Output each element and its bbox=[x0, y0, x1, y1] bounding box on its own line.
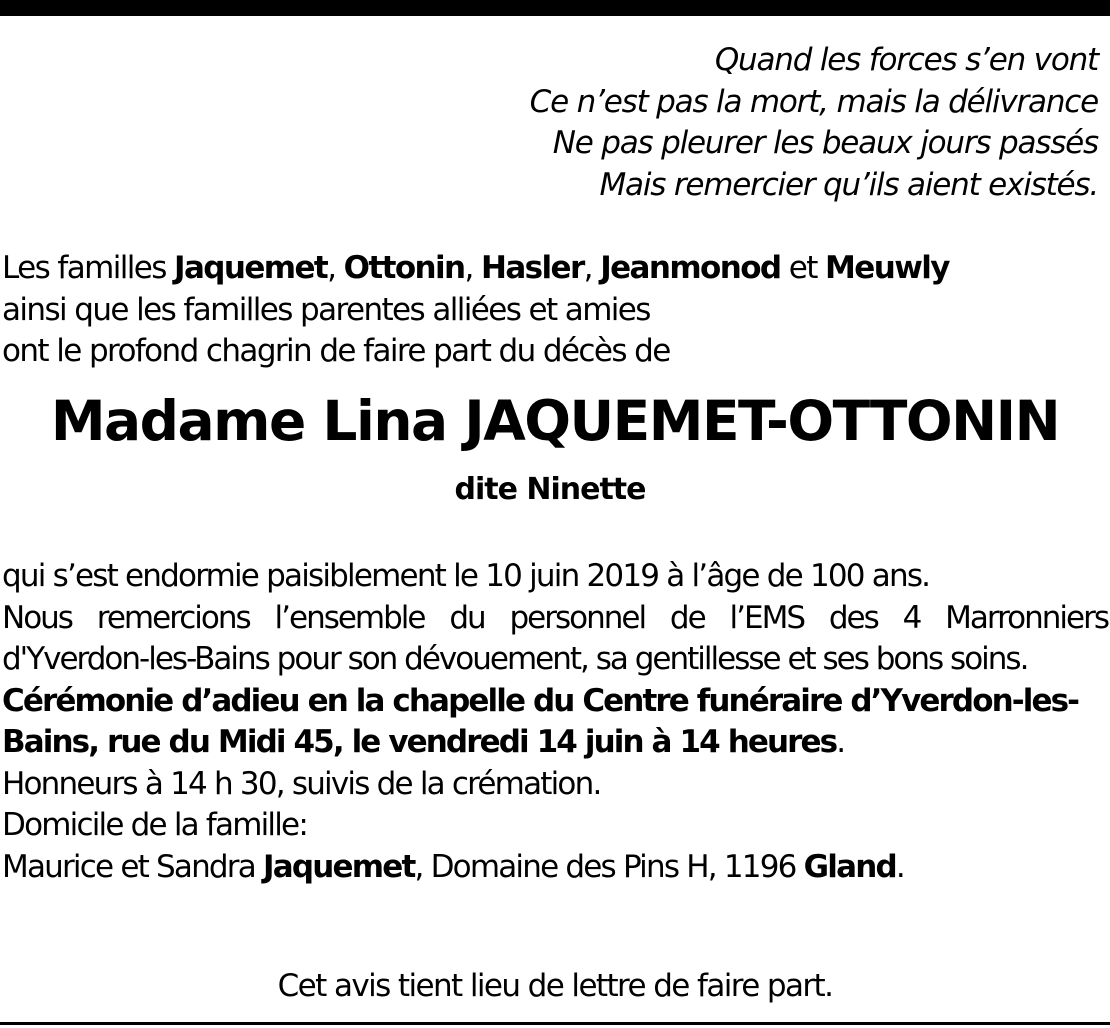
domicile-label: Domicile de la famille: bbox=[2, 807, 307, 843]
families-prefix: Les familles bbox=[2, 250, 175, 286]
bottom-rule bbox=[0, 1022, 1110, 1025]
family-name: Jaquemet bbox=[174, 250, 328, 286]
honors-text: Honneurs à 14 h 30, suivis de la crémation. bbox=[2, 765, 601, 802]
separator: , bbox=[464, 250, 482, 286]
family-name: Meuwly bbox=[825, 250, 949, 286]
deceased-nickname: dite Ninette bbox=[454, 472, 646, 507]
family-name: Ottonin bbox=[343, 250, 465, 286]
poem-line: Quand les forces s’en vont bbox=[714, 42, 1098, 78]
separator: et bbox=[780, 250, 826, 286]
intro bbox=[2, 248, 1102, 373]
address-end: . bbox=[895, 848, 904, 885]
poem-line: Ne pas pleurer les beaux jours passés bbox=[552, 125, 1098, 161]
announcement-body bbox=[2, 556, 1108, 888]
families-line bbox=[2, 248, 1102, 290]
thanks-text: Nous remercions l’ensemble du personnel de l’EMS des 4 Marronniers d'Yverdon-les-Bains pour son dévouement, sa gentillesse et ses bons soins. bbox=[2, 599, 1108, 677]
poem bbox=[398, 40, 1098, 206]
separator: , bbox=[327, 250, 344, 286]
address-mid: , Domaine des Pins H, 1196 bbox=[414, 848, 804, 885]
ceremony-paragraph bbox=[2, 681, 1108, 764]
passing-text: qui s’est endormie paisiblement le 10 juin 2019 à l’âge de 100 ans. bbox=[2, 558, 930, 594]
notice-text: Cet avis tient lieu de lettre de faire part. bbox=[277, 968, 833, 1004]
family-name: Hasler bbox=[481, 250, 584, 286]
deceased-name: Madame Lina JAQUEMET-OTTONIN bbox=[50, 389, 1060, 453]
poem-line: Ce n’est pas la mort, mais la délivrance bbox=[529, 83, 1098, 120]
family-name: Jeanmonod bbox=[600, 250, 781, 286]
top-rule bbox=[0, 0, 1110, 16]
separator: , bbox=[583, 250, 601, 286]
family-address bbox=[2, 847, 1108, 889]
address-name: Jaquemet bbox=[263, 848, 415, 885]
address-prefix: Maurice et Sandra bbox=[2, 848, 263, 885]
poem-line: Mais remercier qu’ils aient existés. bbox=[599, 166, 1098, 203]
intro-line-2: ainsi que les familles parentes alliées et amies bbox=[2, 291, 650, 328]
ceremony-text: Cérémonie d’adieu en la chapelle du Centre funéraire d’Yverdon-les-Bains, rue du Midi 45, le vendredi 14 juin à 14 heures bbox=[2, 682, 1079, 760]
address-town: Gland bbox=[803, 848, 896, 885]
intro-line-3: ont le profond chagrin de faire part du décès de bbox=[2, 333, 670, 369]
ceremony-end: . bbox=[836, 724, 845, 760]
